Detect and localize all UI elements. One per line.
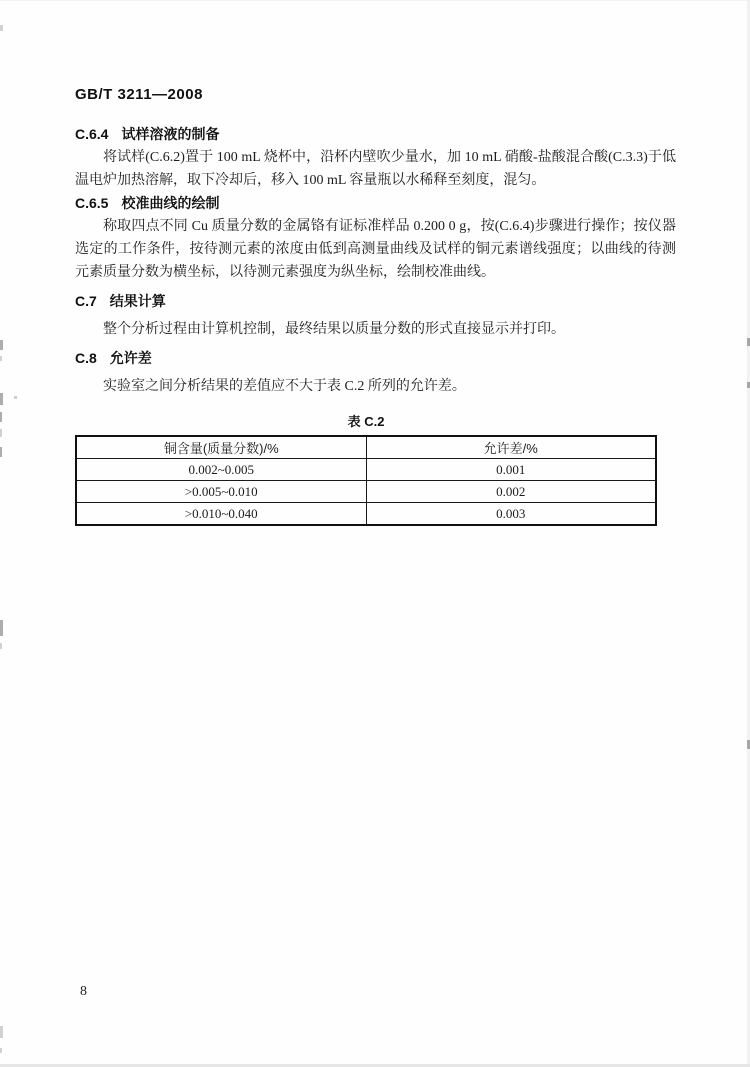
scan-artifact <box>0 429 2 437</box>
scan-artifact <box>0 643 2 649</box>
table-header-cell-tolerance: 允许差/% <box>366 436 656 459</box>
section-body-c8: 实验室之间分析结果的差值应不大于表 C.2 所列的允许差。 <box>103 379 466 394</box>
section-title: 试样溶液的制备 <box>121 126 220 142</box>
section-title: 允许差 <box>109 350 152 366</box>
scan-edge-top <box>0 0 750 1</box>
section-title: 结果计算 <box>109 293 166 309</box>
table-header-row <box>76 436 656 459</box>
scan-artifact <box>0 356 2 361</box>
table-row <box>76 481 656 503</box>
section-body-c7: 整个分析过程由计算机控制，最终结果以质量分数的形式直接显示并打印。 <box>103 322 565 337</box>
table-cell: >0.005~0.010 <box>76 481 366 503</box>
section-number: C.8 <box>75 350 97 366</box>
page-number: 8 <box>80 984 87 999</box>
table-title: 表 C.2 <box>347 414 385 429</box>
section-number: C.6.5 <box>75 195 109 211</box>
scan-artifact <box>0 1026 3 1038</box>
table-row <box>76 503 656 526</box>
section-body-c65: 称取四点不同 Cu 质量分数的金属铬有证标准样品 0.200 0 g，按(C.6.4)步骤进行操作；按仪器选定的工作条件，按待测元素的浓度由低到高测量曲线及试样的铜元素谱线强度；以曲线的待测元素质量分数为横坐标，以待测元素强度为纵坐标，绘制校准曲线。 <box>75 219 676 280</box>
table-cell: 0.002~0.005 <box>76 459 366 481</box>
section-heading-c64 <box>75 123 676 146</box>
scan-artifact <box>14 396 17 399</box>
section-body-c64: 将试样(C.6.2)置于 100 mL 烧杯中，沿杯内壁吹少量水，加 10 mL 硝酸-盐酸混合酸(C.3.3)于低温电炉加热溶解，取下冷却后，移入 100 mL 容量瓶以水稀释至刻度，混匀。 <box>75 150 676 188</box>
scan-artifact <box>0 340 3 350</box>
scan-artifact <box>0 1048 2 1053</box>
allowance-table-body <box>76 459 656 526</box>
standard-number-header: GB/T 3211—2008 <box>75 86 203 103</box>
scan-artifact <box>0 447 2 457</box>
table-cell: 0.002 <box>366 481 656 503</box>
allowance-table <box>75 435 657 526</box>
scan-artifact <box>0 412 2 422</box>
table-row <box>76 459 656 481</box>
scan-artifact <box>0 25 3 31</box>
section-heading-c65 <box>75 192 676 215</box>
section-title: 校准曲线的绘制 <box>121 195 220 211</box>
section-heading-c8 <box>75 347 676 370</box>
table-header-cell-content: 铜含量(质量分数)/% <box>76 436 366 459</box>
section-number: C.6.4 <box>75 126 109 142</box>
table-cell: 0.001 <box>366 459 656 481</box>
table-cell: 0.003 <box>366 503 656 526</box>
section-heading-c7 <box>75 290 676 313</box>
section-number: C.7 <box>75 293 97 309</box>
table-cell: >0.010~0.040 <box>76 503 366 526</box>
page-content <box>75 87 676 526</box>
scan-artifact <box>0 393 3 405</box>
scan-artifact <box>0 620 3 636</box>
